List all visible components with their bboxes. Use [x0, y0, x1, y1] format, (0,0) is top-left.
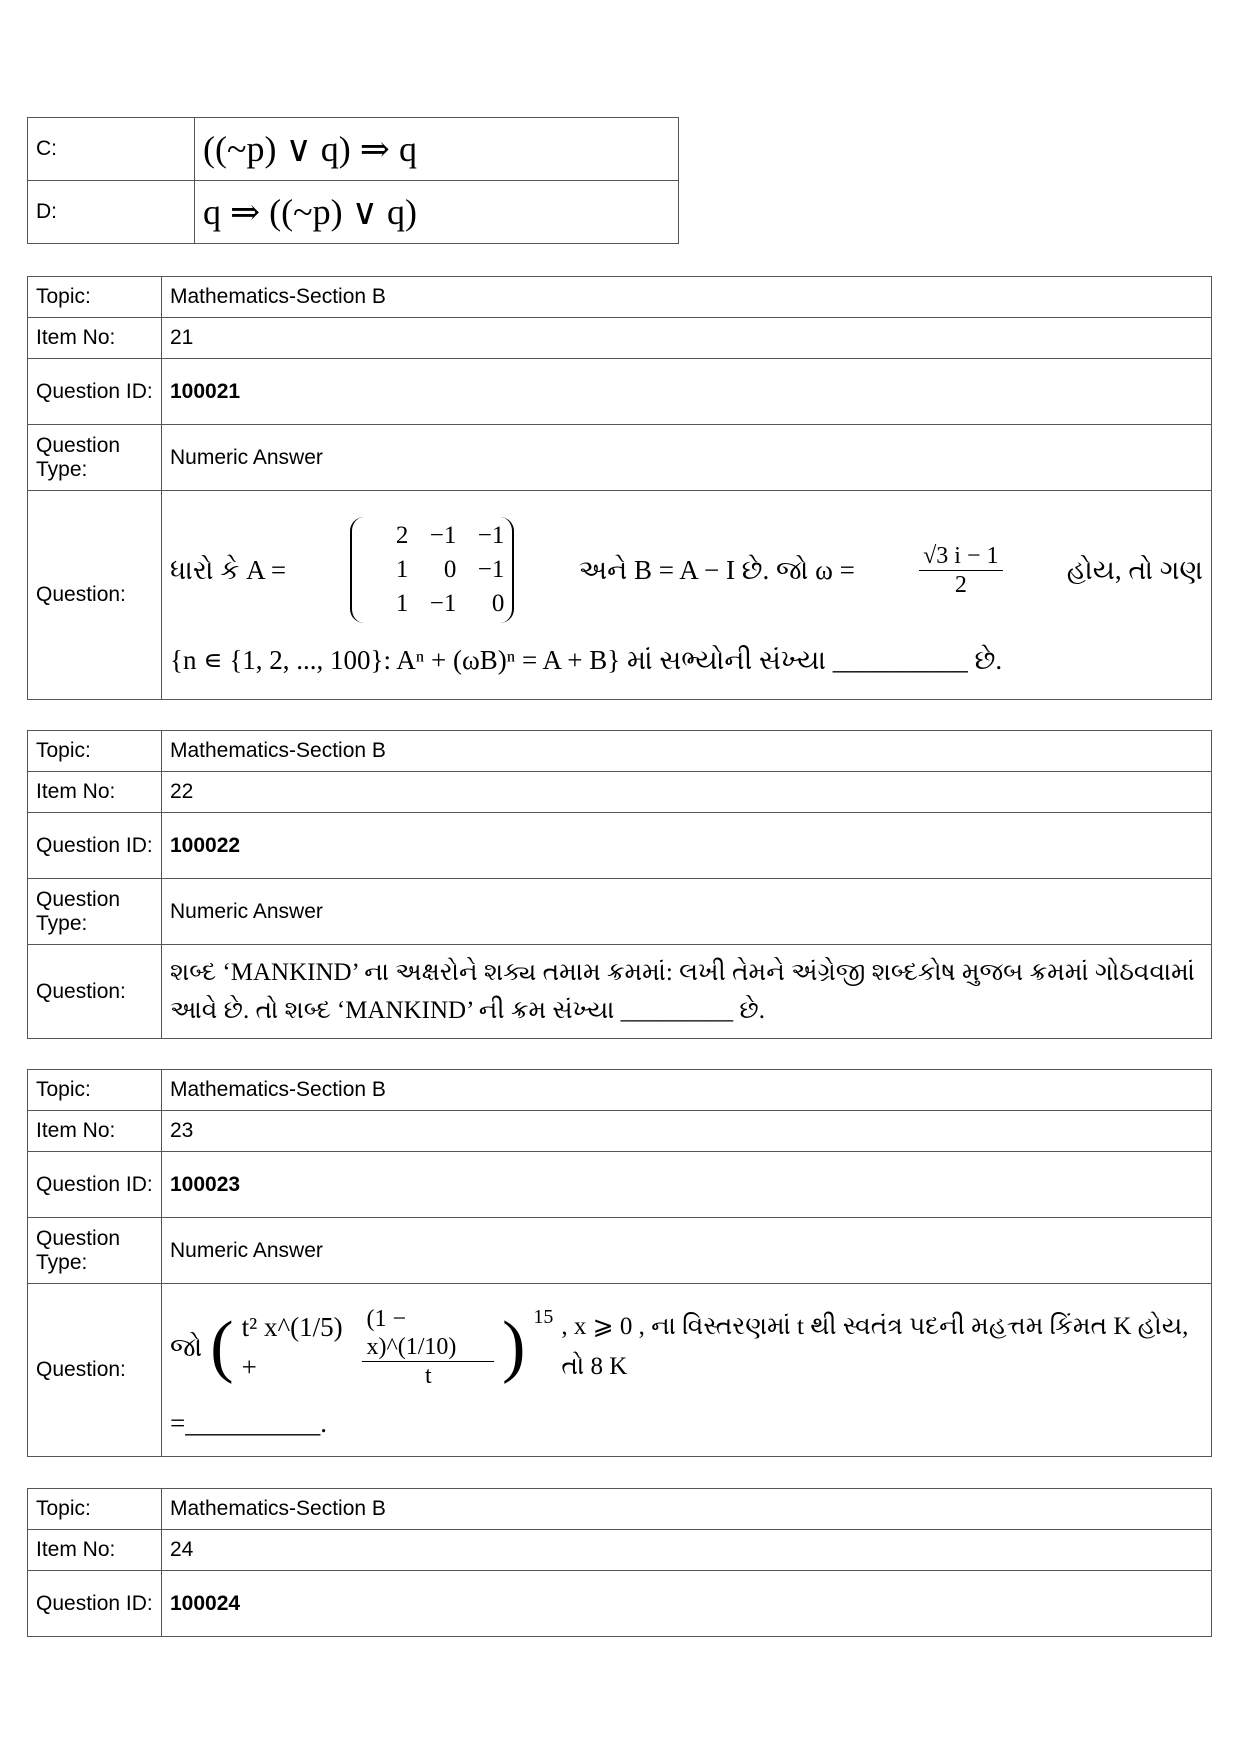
omega-fraction: [919, 542, 1002, 599]
topic-value: Mathematics-Section B: [162, 277, 1212, 318]
question-id-value: 100021: [162, 359, 1212, 425]
topic-label: Topic:: [28, 731, 162, 772]
item-no-value: 22: [162, 772, 1212, 813]
question-type-value: Numeric Answer: [162, 879, 1212, 945]
item-no-label: Item No:: [28, 318, 162, 359]
question-label: Question:: [28, 945, 162, 1039]
option-value: ((~p) ∨ q) ⇒ q: [195, 118, 679, 181]
question-type-label: Question Type:: [28, 1218, 162, 1284]
question-label: Question:: [28, 1284, 162, 1457]
question-type-label: Question Type:: [28, 879, 162, 945]
question-line-2: =__________.: [170, 1408, 327, 1438]
expression-exponent: 15: [533, 1306, 554, 1328]
question-label: Question:: [28, 491, 162, 700]
item-no-label: Item No:: [28, 772, 162, 813]
item-no-label: Item No:: [28, 1111, 162, 1152]
open-paren: (: [210, 1308, 234, 1385]
option-value: q ⇒ ((~p) ∨ q): [195, 181, 679, 244]
matrix-cell: −1: [429, 522, 457, 549]
item-no-value: 21: [162, 318, 1212, 359]
question-intro: ધારો કે A =: [170, 555, 287, 585]
question-id-label: Question ID:: [28, 1571, 162, 1637]
question-type-value: Numeric Answer: [162, 1218, 1212, 1284]
fraction-numerator: (1 − x)^(1/10): [362, 1305, 494, 1362]
question-intro: જો: [170, 1332, 203, 1362]
matrix-cell: −1: [477, 556, 505, 583]
topic-label: Topic:: [28, 277, 162, 318]
question-rest: , x ⩾ 0 , ના વિસ્તરણમાં t થી સ્વતંત્ર પદની મહત્તમ કિંમત K હોય, તો 8 K: [561, 1313, 1189, 1380]
matrix-cell: 1: [395, 590, 409, 617]
option-row-d: [28, 181, 679, 244]
question-type-value: Numeric Answer: [162, 425, 1212, 491]
question-id-value: 100024: [162, 1571, 1212, 1637]
matrix-cell: 1: [395, 556, 409, 583]
item-no-value: 23: [162, 1111, 1212, 1152]
options-table: [27, 117, 679, 244]
matrix-a: [350, 517, 514, 623]
topic-label: Topic:: [28, 1489, 162, 1530]
topic-value: Mathematics-Section B: [162, 1489, 1212, 1530]
question-text: [162, 491, 1212, 700]
question-text: [162, 1284, 1212, 1457]
question-id-label: Question ID:: [28, 813, 162, 879]
matrix-cell: −1: [429, 590, 457, 617]
question-end: હોય, તો ગણ: [1066, 555, 1203, 585]
question-type-label: Question Type:: [28, 425, 162, 491]
item-no-value: 24: [162, 1530, 1212, 1571]
option-row-c: [28, 118, 679, 181]
matrix-cell: 2: [395, 522, 409, 549]
question-id-label: Question ID:: [28, 359, 162, 425]
question-id-label: Question ID:: [28, 1152, 162, 1218]
question-id-value: 100023: [162, 1152, 1212, 1218]
question-line-2: {n ∊ {1, 2, ..., 100}: Aⁿ + (ωB)ⁿ = A + B} માં સભ્યોની સંખ્યા __________ છે.: [170, 645, 1003, 675]
item-table-24: [27, 1488, 1212, 1637]
option-label: C:: [28, 118, 195, 181]
matrix-cell: −1: [477, 522, 505, 549]
topic-value: Mathematics-Section B: [162, 1070, 1212, 1111]
item-table-22: [27, 730, 1212, 1039]
topic-value: Mathematics-Section B: [162, 731, 1212, 772]
option-label: D:: [28, 181, 195, 244]
item-table-23: [27, 1069, 1212, 1457]
matrix-cell: 0: [443, 556, 457, 583]
fraction-denominator: t: [424, 1362, 432, 1389]
fraction-denominator: 2: [954, 571, 967, 598]
item-no-label: Item No:: [28, 1530, 162, 1571]
matrix-cell: 0: [491, 590, 505, 617]
topic-label: Topic:: [28, 1070, 162, 1111]
close-paren: ): [502, 1308, 526, 1385]
expression-part: t² x^(1/5) +: [241, 1312, 343, 1382]
question-mid: અને B = A − I છે. જો ω =: [578, 555, 855, 585]
expression-fraction: [362, 1305, 494, 1390]
question-text: શબ્દ ‘MANKIND’ ના અક્ષરોને શક્ય તમામ ક્રમમાં: લખી તેમને અંગ્રેજી શબ્દકોષ મુજબ ક્રમમાં ગોઠવવામાં આવે છે. તો શબ્દ ‘MANKIND’ ની ક્રમ સંખ્યા _________ છે.: [162, 945, 1212, 1039]
question-id-value: 100022: [162, 813, 1212, 879]
fraction-numerator: √3 i − 1: [919, 542, 1002, 571]
item-table-21: [27, 276, 1212, 700]
